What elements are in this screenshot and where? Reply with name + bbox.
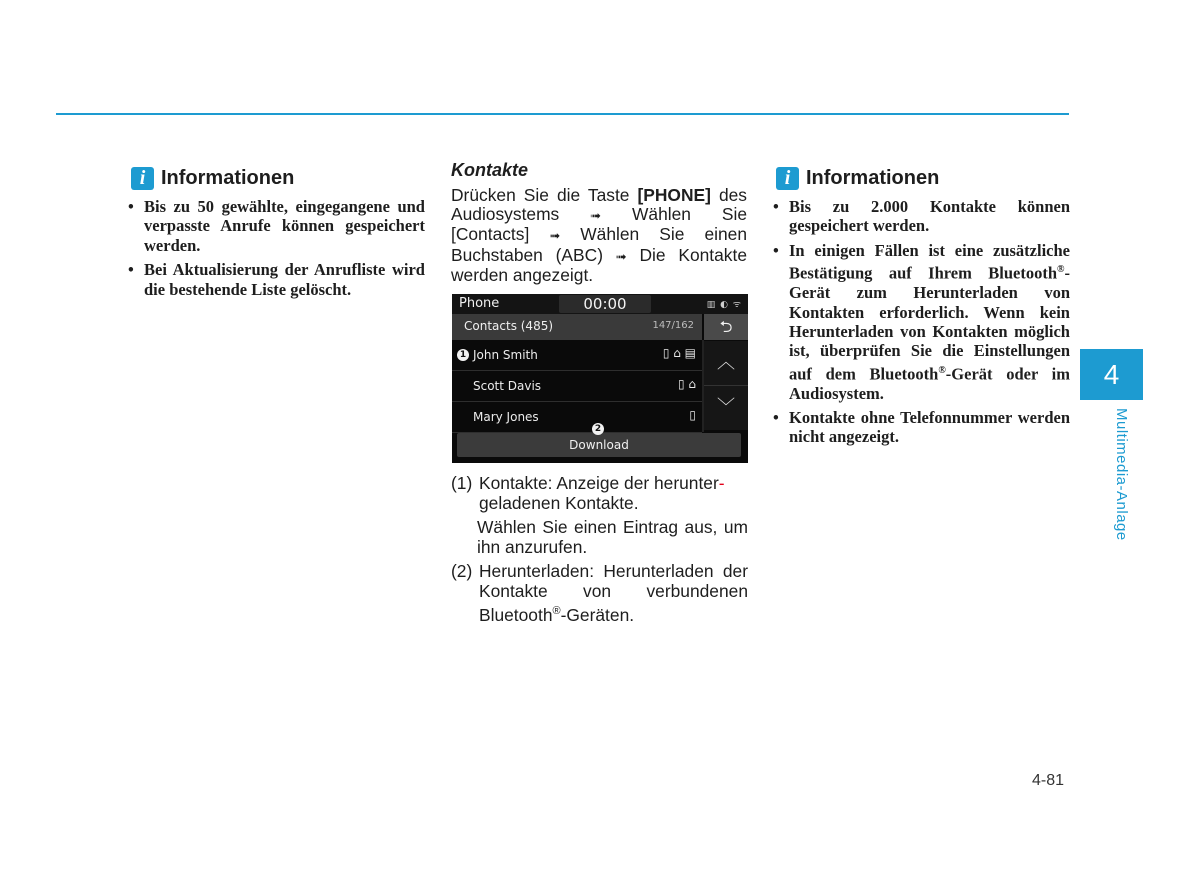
chapter-number-tab: 4: [1080, 349, 1143, 400]
right-info-header: [776, 167, 939, 190]
status-icons: ▥ ◐ ᯤ: [706, 300, 742, 310]
kontakte-instructions: Drücken Sie die Taste [PHONE] des Audiosystems ➟ Wählen Sie [Contacts] ➟ Wählen Sie einen Buchstaben (ABC) ➟ Die Kontakte werden angezeigt.: [451, 185, 748, 285]
caption-2: (2) Herunterladen: Herunterladen der Kontakte von verbundenen Bluetooth®-Geräten.: [451, 561, 748, 625]
left-info-header: [131, 167, 294, 190]
right-info-list: [773, 197, 1070, 452]
download-button[interactable]: Download: [457, 433, 741, 457]
scroll-down-icon[interactable]: ﹀: [704, 386, 748, 430]
top-rule: [56, 113, 1069, 115]
info-icon: i: [776, 167, 799, 190]
caption-1: (1) Kontakte: Anzeige der herunter- geladenen Kontakte.: [451, 473, 725, 513]
contact-type-icons: ▯ ⌂: [677, 377, 696, 391]
arrow-icon: ➟: [615, 248, 627, 264]
contact-row[interactable]: [452, 371, 702, 402]
figure-captions: [451, 474, 748, 625]
back-icon[interactable]: ⮌: [704, 314, 748, 340]
right-info-bullet: • Bis zu 2.000 Kontakte können gespeichert werden.: [773, 197, 1070, 236]
left-info-title: Informationen: [161, 167, 295, 189]
scroll-up-icon[interactable]: ︿: [704, 341, 748, 385]
contacts-title: Contacts (485): [464, 319, 554, 333]
chapter-label: Multimedia-Anlage: [1113, 408, 1130, 541]
contact-row[interactable]: [452, 340, 702, 371]
arrow-icon: ➟: [590, 208, 602, 224]
right-info-title: Informationen: [806, 167, 940, 189]
contacts-count: 147/162: [652, 320, 694, 331]
right-info-bullet: • Kontakte ohne Telefonnummer werden nicht angezeigt.: [773, 408, 1070, 447]
contact-name: John Smith: [473, 348, 538, 362]
phone-key: [PHONE]: [637, 185, 711, 205]
phone-screen-figure: [452, 294, 748, 463]
kontakte-section: [451, 160, 747, 285]
status-bar: [452, 294, 748, 314]
info-icon: i: [131, 167, 154, 190]
contact-type-icons: ▯ ⌂ ▤: [662, 346, 696, 360]
contact-row[interactable]: [452, 402, 702, 433]
left-info-bullet: • Bis zu 50 gewählte, eingegangene und verpasste Anrufe können gespeichert werden.: [128, 197, 425, 255]
caption-1-note: Wählen Sie einen Eintrag aus, um ihn anzurufen.: [477, 517, 748, 557]
app-title: Phone: [459, 296, 500, 311]
left-info-list: [128, 197, 425, 304]
contact-type-icons: ▯: [689, 408, 696, 422]
contacts-header: [452, 314, 702, 340]
contact-name: Mary Jones: [473, 410, 539, 424]
arrow-icon: ➟: [549, 228, 561, 244]
callout-marker-2: 2: [592, 423, 604, 435]
left-info-bullet: • Bei Aktualisierung der Anrufliste wird die bestehende Liste gelöscht.: [128, 260, 425, 299]
kontakte-title: Kontakte: [451, 160, 529, 180]
page-number: 4-81: [1032, 772, 1065, 789]
right-info-bullet: • In einigen Fällen ist eine zusätzliche Bestätigung auf Ihrem Bluetooth®-Gerät zum Herunterladen von Kontakten erforderlich. Wenn kein Herunterladen von Kontakten möglich ist, überprüfen Sie die Einstellungen auf dem Bluetooth®-Gerät oder im Audiosystem.: [773, 241, 1070, 403]
clock: 00:00: [559, 295, 651, 313]
callout-marker-1: 1: [457, 349, 469, 361]
contact-name: Scott Davis: [473, 379, 542, 393]
